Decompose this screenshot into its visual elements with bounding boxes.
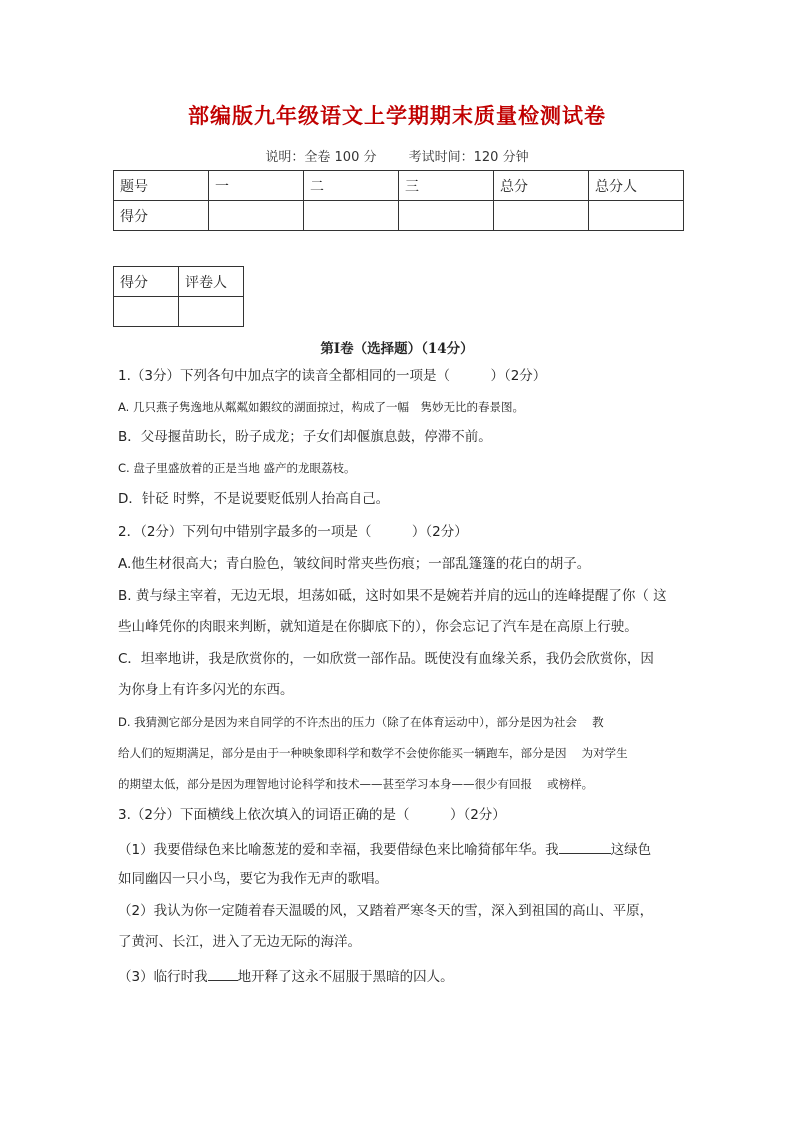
q2-option-c-line1: C．坦率地讲，我是欣赏你的，一如欣赏一部作品。既使没有血缘关系，我仍会欣赏你，因: [118, 651, 654, 667]
q2-stem: 2．（2分）下列句中错别字最多的一项是（ ）（2分）: [118, 524, 468, 540]
exam-title: 部编版九年级语文上学期期末质量检测试卷: [188, 104, 606, 128]
grader-name-label: 评卷人: [179, 267, 244, 297]
grader-table: [113, 266, 244, 327]
q3-s1-text-after: 这绿色: [610, 842, 652, 858]
q3-sentence-3: [118, 966, 678, 986]
score-cell-scorer[interactable]: [589, 201, 684, 231]
q2-option-d-line1: D. 我猜测它部分是因为来自同学的不许杰出的压力（除了在体育运动中），部分是因为社会 教: [118, 715, 604, 729]
q2-option-a: A.他生材很高大；青白脸色，皱纹间时常夹些伤痕；一部乱篷篷的花白的胡子。: [118, 556, 591, 572]
q3-stem: 3.（2分）下面横线上依次填入的词语正确的是（ ）（2分）: [118, 807, 506, 823]
exam-info: [0, 146, 794, 165]
grader-name-cell[interactable]: [179, 297, 244, 327]
score-table-score-row: [114, 201, 684, 231]
q3-sentence-1-line2: 如同幽囚一只小鸟，要它为我作无声的歌唱。: [118, 871, 388, 887]
score-header-part-1: 一: [209, 171, 304, 201]
score-header-scorer: 总分人: [589, 171, 684, 201]
score-header-question-no: 题号: [114, 171, 209, 201]
q3-s3-blank[interactable]: [208, 966, 238, 981]
score-cell-total[interactable]: [494, 201, 589, 231]
score-cell-part-3[interactable]: [399, 201, 494, 231]
score-header-part-3: 三: [399, 171, 494, 201]
score-header-total: 总分: [494, 171, 589, 201]
q1-option-c: C. 盘子里盛放着的正是当地 盛产的龙眼荔枝。: [118, 461, 356, 475]
q1-option-a: A. 几只燕子隽逸地从粼粼如鍜纹的湖面掠过，构成了一幅 隽妙无比的春景图。: [118, 400, 524, 414]
q2-option-d-line2: 给人们的短期满足，部分是由于一种映象即科学和数学不会使你能买一辆跑车，部分是因 为对学生: [118, 746, 628, 760]
score-header-part-2: 二: [304, 171, 399, 201]
q3-s3-text-before: （3）临行时我: [118, 969, 208, 985]
q3-s3-text-after: 地开释了这永不屈服于黑暗的囚人。: [237, 969, 454, 985]
total-score-note: 说明：全卷 100 分: [265, 150, 377, 165]
q2-option-b-line1: B. 黄与绿主宰着，无边无垠，坦荡如砥，这时如果不是婉若并肩的远山的连峰提醒了你（ 这: [118, 588, 667, 604]
q2-option-b-line2: 些山峰凭你的肉眼来判断，就知道是在你脚底下的），你会忘记了汽车是在高原上行驶。: [118, 619, 638, 635]
exam-time-note: 考试时间：120 分钟: [408, 150, 529, 165]
q3-sentence-2-line2: 了黄河、长江，进入了无边无际的海洋。: [118, 934, 361, 950]
q1-stem: 1.（3分）下列各句中加点字的读音全都相同的一项是（ ）（2分）: [118, 368, 547, 384]
q3-sentence-2-line1: （2）我认为你一定随着春天温暖的风，又踏着严寒冬天的雪，深入到祖国的高山、平原，: [118, 903, 654, 919]
q1-option-d: D．针砭 时弊，不是说要贬低别人抬高自己。: [118, 491, 390, 507]
score-cell-part-2[interactable]: [304, 201, 399, 231]
q1-option-b: B．父母揠苗助长，盼子成龙；子女们却偃旗息鼓，停滞不前。: [118, 429, 492, 445]
grader-score-cell[interactable]: [114, 297, 179, 327]
score-row-label: 得分: [114, 201, 209, 231]
q3-s1-text-before: （1）我要借绿色来比喻葱茏的爱和幸福，我要借绿色来比喻猗郁年华。我: [118, 842, 559, 858]
section-title: 第Ⅰ卷（选择题）（14分）: [320, 341, 474, 357]
score-table-header-row: [114, 171, 684, 201]
q2-option-d-line3: 的期望太低，部分是因为理智地讨论科学和技术——甚至学习本身——很少有回报 或榜样。: [118, 777, 594, 791]
q3-s1-blank[interactable]: [559, 839, 611, 854]
q2-option-c-line2: 为你身上有许多闪光的东西。: [118, 682, 294, 698]
score-table: [113, 170, 684, 231]
grader-score-label: 得分: [114, 267, 179, 297]
q3-sentence-1-line1: [118, 839, 678, 859]
score-cell-part-1[interactable]: [209, 201, 304, 231]
